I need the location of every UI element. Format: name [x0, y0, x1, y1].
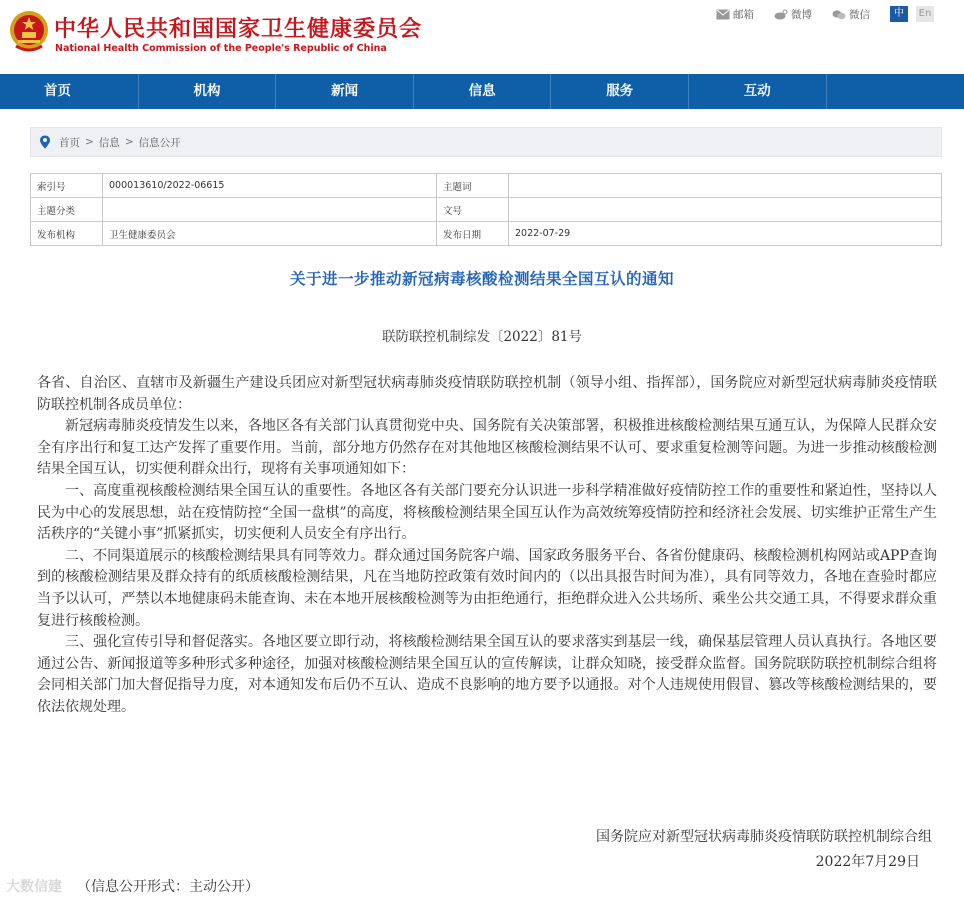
top-links	[716, 6, 934, 22]
article-paragraph: 一、高度重视核酸检测结果全国互认的重要性。各地区各有关部门要充分认识进一步科学精准做好疫情防控工作的重要性和紧迫性，坚持以人民为中心的发展思想，站在疫情防控“全国一盘棋”的高度，将核酸检测结果全国互认作为高效统筹疫情防控和经济社会发展、切实维护正常生产生活秩序的“关键小事”抓紧抓实，切实便利人员安全有序出行。	[37, 482, 937, 543]
mail-link[interactable]	[716, 7, 754, 22]
meta-value-doc-number	[509, 198, 942, 222]
wechat-icon	[832, 9, 846, 20]
meta-value-category	[103, 198, 437, 222]
article-paragraph: 新冠病毒肺炎疫情发生以来，各地区各有关部门认真贯彻党中央、国务院有关决策部署，积极推进核酸检测结果互通互认，为保障人民群众安全有序出行和复工达产发挥了重要作用。当前，部分地方仍然存在对其他地区核酸检测结果不认可、要求重复检测等问题。为进一步推动核酸检测结果全国互认，切实便利群众出行，现将有关事项通知如下：	[37, 418, 937, 478]
mail-icon	[716, 9, 730, 20]
meta-label-index: 索引号	[31, 174, 103, 198]
signature-organization: 国务院应对新型冠状病毒肺炎疫情联防联控机制综合组	[596, 829, 932, 845]
breadcrumb-disclosure[interactable]: 信息公开	[138, 136, 181, 149]
site-title[interactable]: 中华人民共和国国家卫生健康委员会	[54, 16, 423, 42]
lang-en-button[interactable]: En	[916, 6, 934, 22]
document-number: 联防联控机制综发〔2022〕81号	[381, 329, 583, 345]
weibo-link-label: 微博	[791, 8, 812, 21]
document-meta-table	[30, 173, 942, 246]
site-header	[0, 0, 964, 74]
meta-label-publisher: 发布机构	[31, 222, 103, 246]
table-row	[31, 222, 942, 246]
national-emblem-icon[interactable]	[8, 8, 50, 54]
nav-item-information[interactable]: 信息	[414, 74, 552, 109]
meta-label-keywords: 主题词	[437, 174, 509, 198]
breadcrumb-separator: >	[124, 136, 134, 148]
table-row	[31, 198, 942, 222]
meta-value-date: 2022-07-29	[509, 222, 942, 246]
site-subtitle: National Health Commission of the People's Republic of China	[55, 43, 387, 54]
meta-value-keywords	[509, 174, 942, 198]
location-pin-icon	[39, 135, 51, 149]
mail-link-label: 邮箱	[733, 8, 754, 21]
meta-label-date: 发布日期	[437, 222, 509, 246]
disclosure-type: （信息公开形式：主动公开）	[77, 879, 259, 895]
breadcrumb	[30, 127, 942, 157]
article-body	[37, 373, 937, 719]
article-title: 关于进一步推动新冠病毒核酸检测结果全国互认的通知	[289, 270, 674, 288]
nav-item-news[interactable]: 新闻	[276, 74, 414, 109]
wechat-link[interactable]	[832, 7, 870, 22]
lang-zh-button[interactable]: 中	[890, 6, 908, 22]
meta-label-category: 主题分类	[31, 198, 103, 222]
breadcrumb-information[interactable]: 信息	[98, 136, 120, 149]
nav-item-extra[interactable]	[827, 74, 964, 109]
watermark: 大数信建	[6, 879, 62, 895]
nav-item-home[interactable]: 首页	[0, 74, 139, 109]
nav-item-organization[interactable]: 机构	[139, 74, 277, 109]
meta-value-publisher: 卫生健康委员会	[103, 222, 437, 246]
main-nav	[0, 74, 964, 109]
article-paragraph: 三、强化宣传引导和督促落实。各地区要立即行动，将核酸检测结果全国互认的要求落实到基层一线，确保基层管理人员认真执行。各地区要通过公告、新闻报道等多种形式多种途径，加强对核酸检测结果全国互认的宣传解读，让群众知晓，接受群众监督。国务院联防联控机制综合组将会同相关部门加大督促指导力度，对本通知发布后仍不互认、造成不良影响的地方要予以通报。对个人违规使用假冒、篡改等核酸检测结果的，要依法依规处理。	[37, 634, 937, 715]
meta-label-doc-number: 文号	[437, 198, 509, 222]
weibo-link[interactable]	[774, 7, 812, 22]
meta-value-index: 000013610/2022-06615	[103, 174, 437, 198]
signature-block	[596, 825, 932, 875]
breadcrumb-separator: >	[85, 136, 94, 148]
breadcrumb-home[interactable]: 首页	[59, 136, 80, 149]
article-paragraph: 各省、自治区、直辖市及新疆生产建设兵团应对新型冠状病毒肺炎疫情联防联控机制（领导小组、指挥部），国务院应对新型冠状病毒肺炎疫情联防联控机制各成员单位：	[37, 375, 937, 413]
article-paragraph: 二、不同渠道展示的核酸检测结果具有同等效力。群众通过国务院客户端、国家政务服务平台、各省份健康码、核酸检测机构网站或APP查询到的核酸检测结果及群众持有的纸质核酸检测结果，凡在当地防控政策有效时间内的（以出具报告时间为准），具有同等效力，各地在查验时都应当予以认可，严禁以本地健康码未能查询、未在本地开展核酸检测等为由拒绝通行，拒绝群众进入公共场所、乘坐公共交通工具，不得要求群众重复进行核酸检测。	[37, 547, 937, 629]
nav-item-interaction[interactable]: 互动	[689, 74, 827, 109]
wechat-link-label: 微信	[849, 8, 870, 21]
signature-date: 2022年7月29日	[815, 854, 920, 870]
table-row	[31, 174, 942, 198]
weibo-icon	[774, 9, 788, 20]
nav-item-services[interactable]: 服务	[551, 74, 689, 109]
